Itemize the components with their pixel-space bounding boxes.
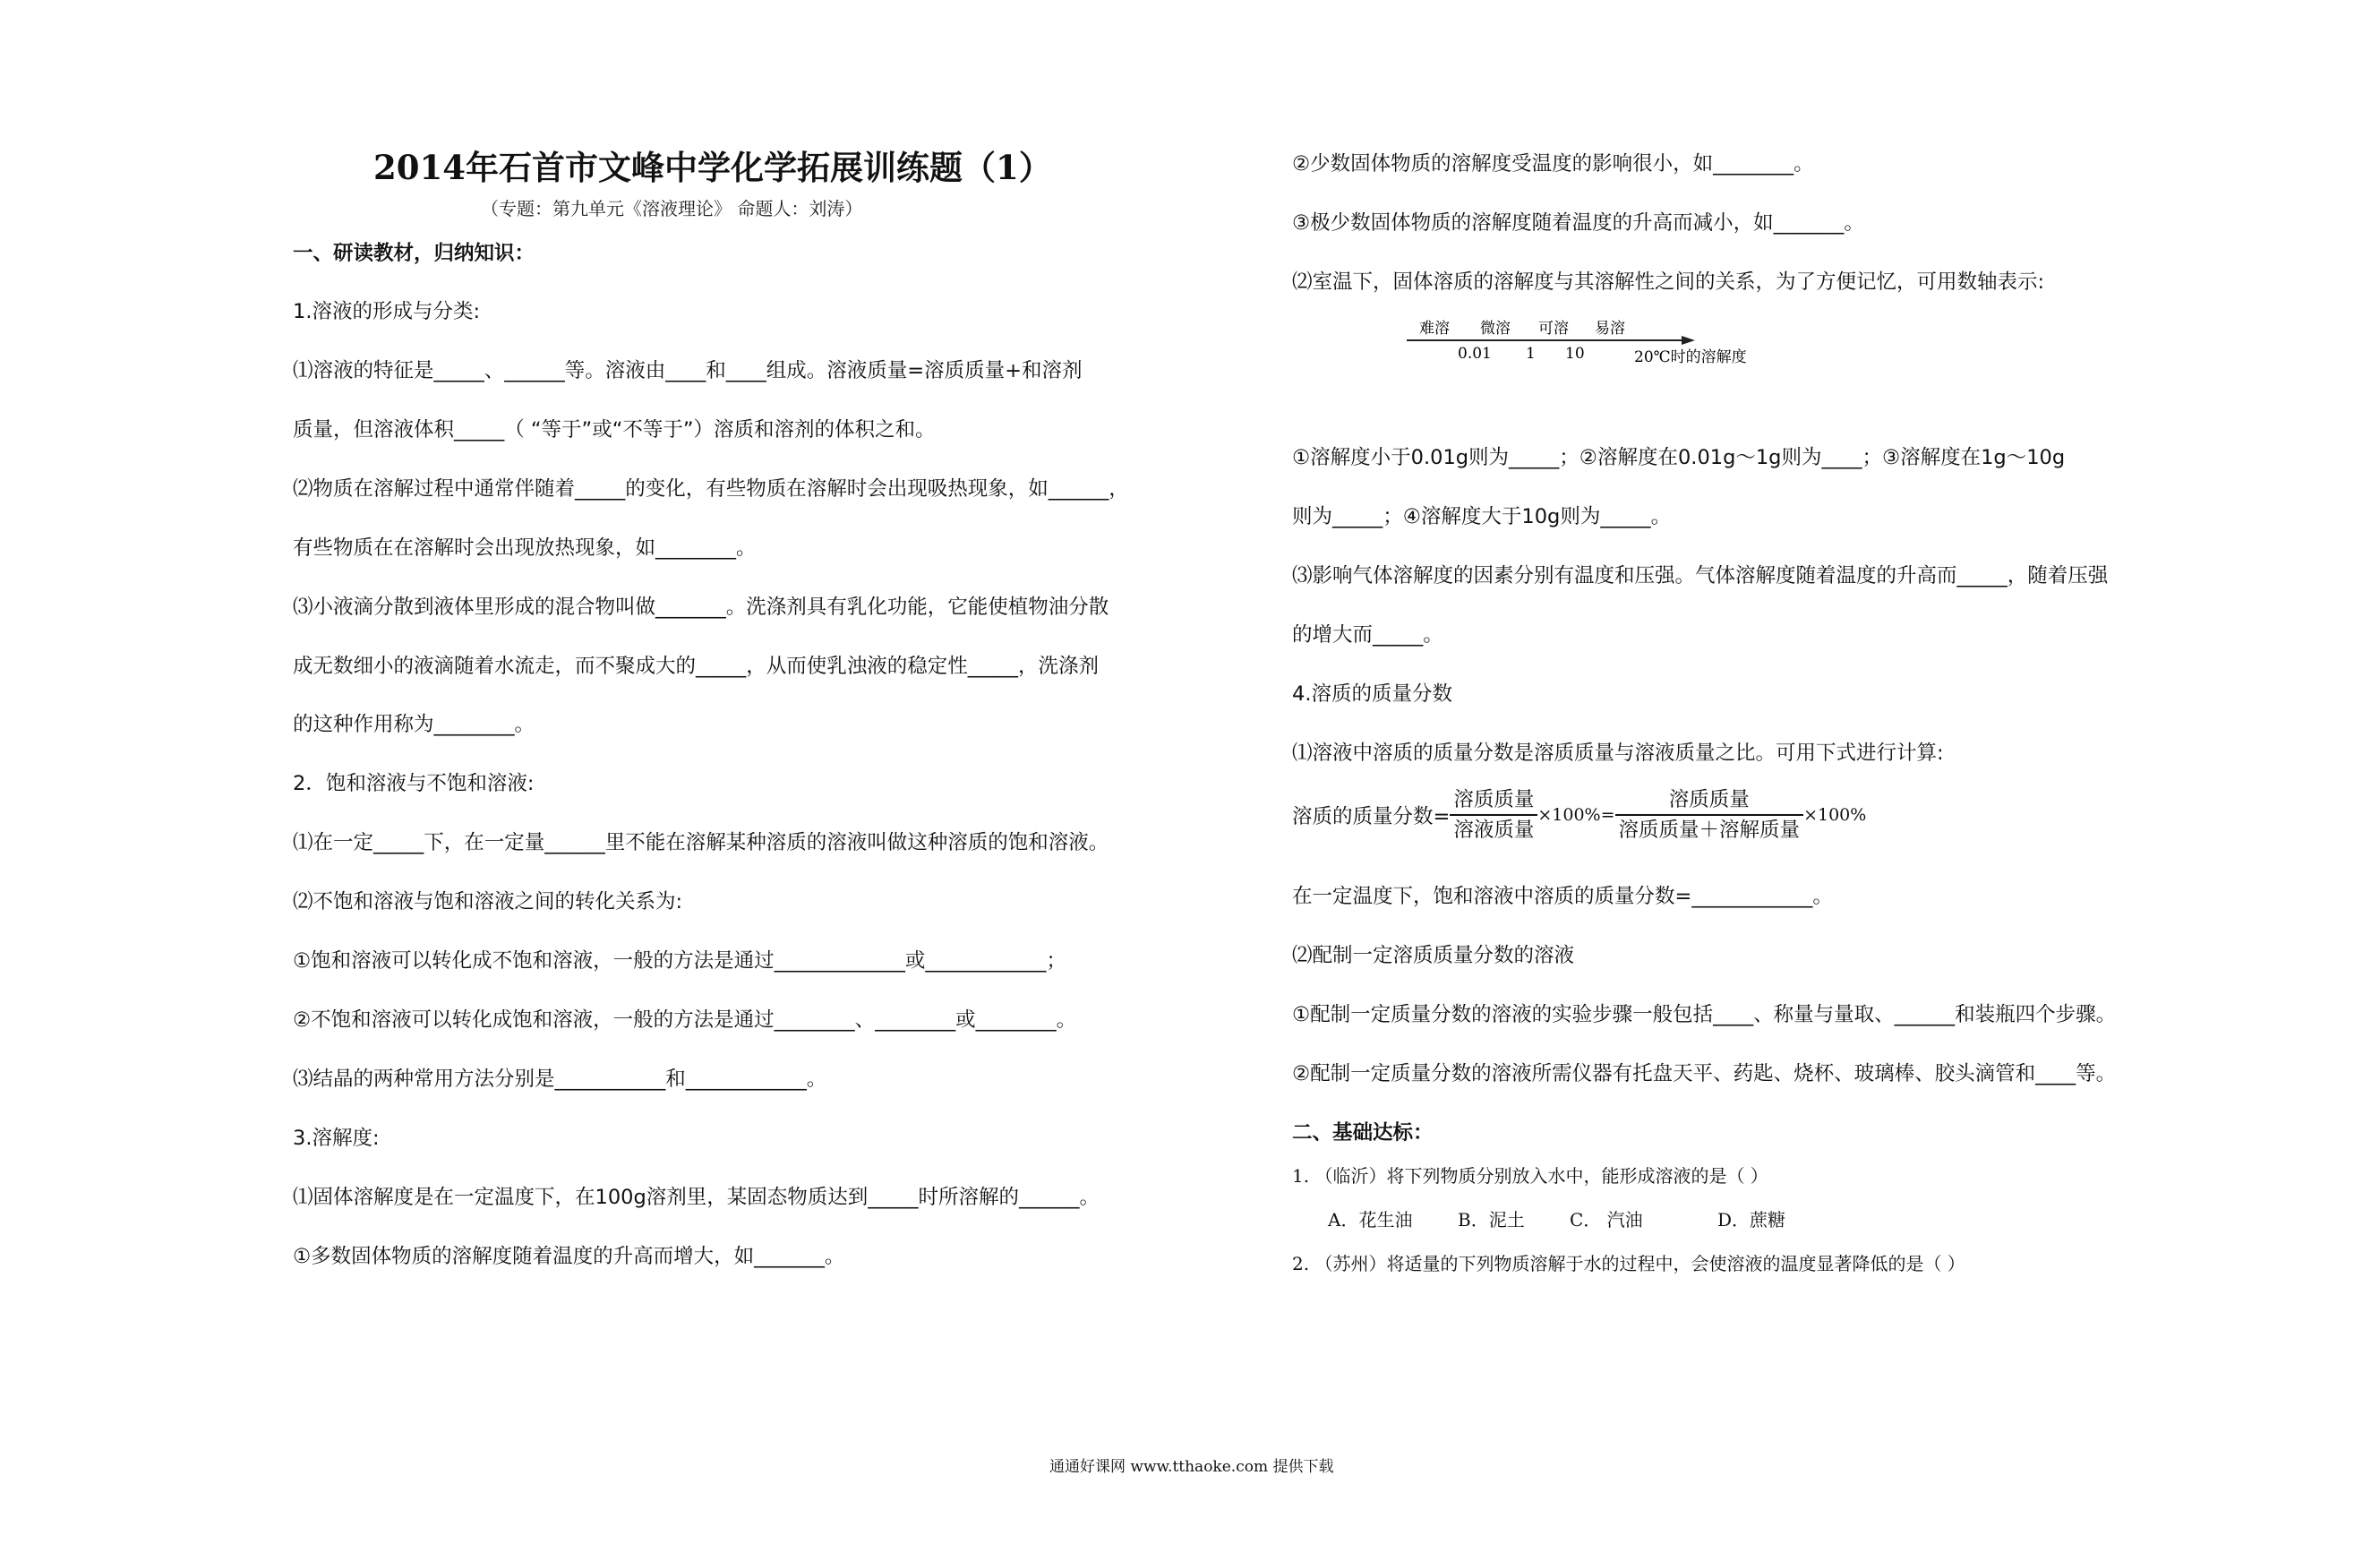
- text-line: 3.溶解度:: [293, 1127, 380, 1150]
- solubility-number-line: [1400, 317, 1811, 371]
- text-line: ⑵室温下，固体溶质的溶解度与其溶解性之间的关系，为了方便记忆，可用数轴表示:: [1292, 270, 2045, 294]
- axis-tick-10: 10: [1565, 345, 1585, 363]
- text-line: ②不饱和溶液可以转化成饱和溶液，一般的方法是通过________、________或________。: [293, 1008, 1077, 1032]
- question-2: 2. （苏州）将适量的下列物质溶解于水的过程中，会使溶液的温度显著降低的是（ ）: [1292, 1253, 1965, 1274]
- formula-lead: 溶质的质量分数=: [1292, 805, 1451, 828]
- question-1-options: [1328, 1206, 1785, 1233]
- fraction-2-numerator: 溶质质量: [1615, 785, 1804, 816]
- option-a: A．花生油: [1328, 1209, 1413, 1231]
- text-line: 的这种作用称为________。: [293, 713, 535, 736]
- axis-label-slightly-soluble: 微溶: [1480, 320, 1511, 338]
- text-line: ③极少数固体物质的溶解度随着温度的升高而减小，如_______。: [1292, 211, 1864, 235]
- option-d: D．蔗糖: [1717, 1209, 1786, 1231]
- footer-source: 通通好课网 www.tthaoke.com 提供下载: [1049, 1458, 1334, 1476]
- axis-label-easily-soluble: 易溶: [1595, 320, 1625, 338]
- text-line: 质量，但溶液体积_____（ “等于”或“不等于”）溶质和溶剂的体积之和。: [293, 418, 936, 442]
- section-heading-1: 一、研读教材，归纳知识：: [293, 242, 535, 265]
- fraction-2: [1615, 785, 1804, 845]
- axis-title: 20℃时的溶解度: [1634, 348, 1747, 366]
- text-line: ⑶结晶的两种常用方法分别是___________和____________。: [293, 1068, 827, 1091]
- fraction-1-numerator: 溶质质量: [1450, 785, 1537, 816]
- text-line: ①饱和溶液可以转化成不饱和溶液，一般的方法是通过_____________或____________；: [293, 949, 1066, 973]
- formula-middle: ×100%=: [1537, 805, 1615, 825]
- text-line: 4.溶质的质量分数: [1292, 682, 1452, 706]
- text-line: ⑶影响气体溶解度的因素分别有温度和压强。气体溶解度随着温度的升高而_____，随着压强: [1292, 564, 2109, 588]
- text-line: ⑴固体溶解度是在一定温度下，在100g溶剂里，某固态物质达到_____时所溶解的______。: [293, 1186, 1100, 1209]
- option-c: C． 汽油: [1570, 1209, 1643, 1231]
- text-line: ①溶解度小于0.01g则为_____；②溶解度在0.01g～1g则为____；③溶解度在1g～10g: [1292, 446, 2066, 469]
- text-line: 有些物质在在溶解时会出现放热现象，如________。: [293, 536, 757, 560]
- text-line: ⑵配制一定溶质质量分数的溶液: [1292, 944, 1575, 967]
- axis-label-insoluble: 难溶: [1419, 320, 1450, 338]
- mass-fraction-formula: [1292, 785, 1866, 845]
- text-line: 成无数细小的液滴随着水流走，而不聚成大的_____，从而使乳浊液的稳定性_____，洗涤剂: [293, 655, 1100, 678]
- text-line: ⑴溶液中溶质的质量分数是溶质质量与溶液质量之比。可用下式进行计算:: [1292, 742, 1944, 765]
- text-line: 的增大而_____。: [1292, 623, 1443, 647]
- axis-tick-1: 1: [1526, 345, 1536, 363]
- text-line: ⑴溶液的特征是_____、______等。溶液由____和____组成。溶液质量=溶质质量+和溶剂: [293, 359, 1083, 382]
- page-subtitle: （专题：第九单元《溶液理论》 命题人：刘涛）: [481, 198, 863, 219]
- axis-tick-0-01: 0.01: [1458, 345, 1492, 363]
- section-heading-2: 二、基础达标：: [1292, 1121, 1434, 1145]
- text-line: ⑵不饱和溶液与饱和溶液之间的转化关系为:: [293, 890, 683, 913]
- text-line: ⑵物质在溶解过程中通常伴随着_____的变化，有些物质在溶解时会出现吸热现象，如______，: [293, 477, 1129, 501]
- fraction-2-denominator: 溶质质量＋溶解质量: [1618, 819, 1801, 842]
- question-1: 1. （临沂）将下列物质分别放入水中，能形成溶液的是（ ）: [1292, 1165, 1768, 1187]
- page-title: 2014年石首市文峰中学化学拓展训练题（1）: [373, 148, 1052, 187]
- text-line: ②配制一定质量分数的溶液所需仪器有托盘天平、药匙、烧杯、玻璃棒、胶头滴管和____等。: [1292, 1062, 2117, 1085]
- text-line: ⑴在一定_____下，在一定量______里不能在溶解某种溶质的溶液叫做这种溶质的饱和溶液。: [293, 831, 1109, 854]
- text-line: ①多数固体物质的溶解度随着温度的升高而增大，如_______。: [293, 1245, 845, 1268]
- fraction-1-denominator: 溶液质量: [1453, 819, 1535, 842]
- text-line: 则为_____；④溶解度大于10g则为_____。: [1292, 505, 1672, 528]
- text-line: 2．饱和溶液与不饱和溶液:: [293, 772, 535, 795]
- option-b: B．泥土: [1458, 1209, 1525, 1231]
- text-line: ⑶小液滴分散到液体里形成的混合物叫做_______。洗涤剂具有乳化功能，它能使植物油分散: [293, 596, 1109, 619]
- axis-label-soluble: 可溶: [1538, 320, 1569, 338]
- fraction-1: [1450, 785, 1537, 845]
- formula-tail: ×100%: [1803, 805, 1867, 825]
- text-line: 在一定温度下，饱和溶液中溶质的质量分数=____________。: [1292, 885, 1833, 908]
- text-line: ①配制一定质量分数的溶液的实验步骤一般包括____、称量与量取、______和装瓶四个步骤。: [1292, 1003, 2117, 1026]
- text-line: ②少数固体物质的溶解度受温度的影响很小，如________。: [1292, 152, 1814, 176]
- text-line: 1.溶液的形成与分类:: [293, 300, 481, 323]
